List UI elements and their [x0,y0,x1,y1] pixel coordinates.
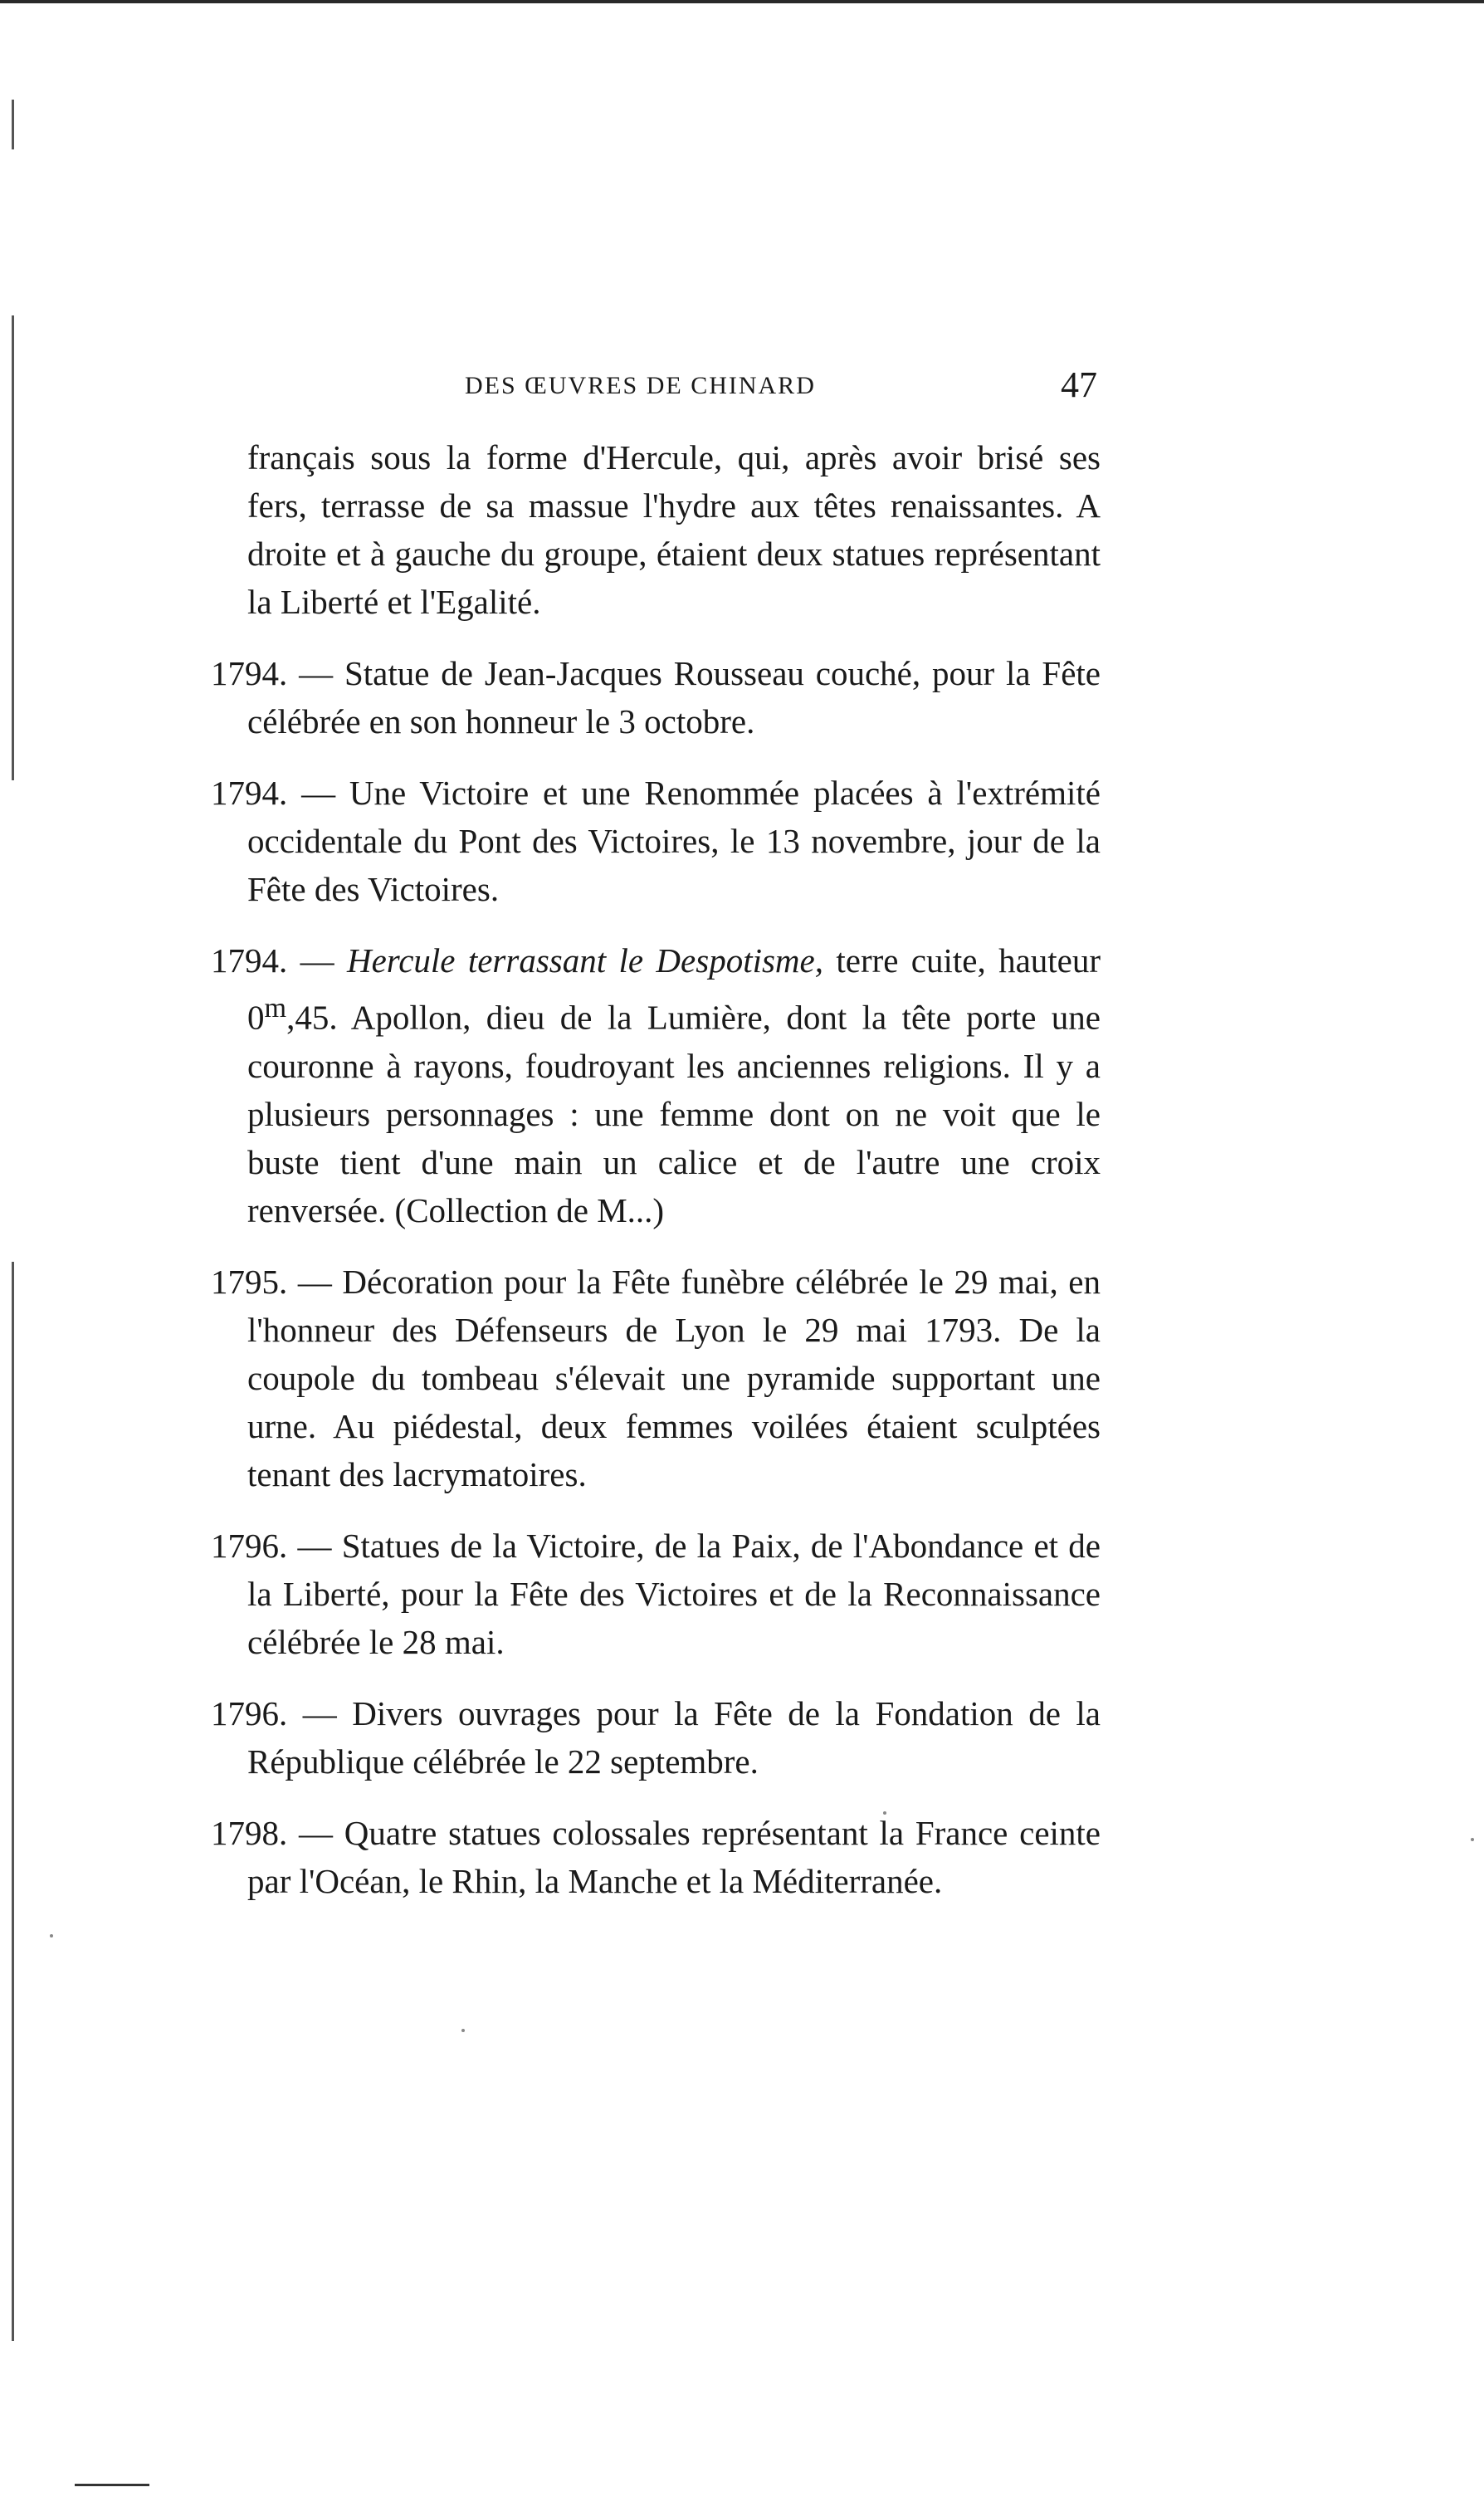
list-item [211,1258,1101,1498]
scan-speck [1471,1838,1474,1841]
list-item [211,1809,1101,1905]
entry-year: 1794. [211,941,288,980]
entry-text: — Statues de la Victoire, de la Paix, de l'Abondance et de la Liberté, pour la Fête des Victoires et de la Reconnaissance célébrée le 28 mai. [247,1526,1101,1661]
scan-speck [50,1934,53,1937]
entry-text: — Une Victoire et une Renommée placées à l'extrémité occidentale du Pont des Victoires, le 13 novembre, jour de la Fête des Victoires. [247,774,1101,908]
entry-year: 1794. [211,774,288,812]
page-header [465,364,1097,413]
list-item [211,769,1101,913]
scan-speck [461,2029,465,2032]
entry-year: 1795. [211,1262,288,1301]
continuation-paragraph: français sous la forme d'Hercule, qui, après avoir brisé ses fers, terrasse de sa massue l'hydre aux têtes renaissantes. A droite et à gauche du groupe, étaient deux statues représentant la Liberté et l'Egalité. [247,438,1101,621]
scan-top-border [0,0,1484,3]
entry-year: 1796. [211,1693,288,1732]
list-item [211,1689,1101,1786]
entry-text: terre cuite, hauteur 0 [247,941,1101,1037]
scan-left-edge-mark [12,100,14,149]
list-item [211,1522,1101,1666]
page-body [211,433,1101,1928]
entry-year: 1796. [211,1526,288,1565]
entry-dash: — [300,941,334,980]
unit-superscript: m [264,993,287,1024]
bottom-rule [75,2484,149,2486]
list-item [211,936,1101,1234]
page-number: 47 [1061,364,1097,405]
scan-left-edge-mark [12,315,14,780]
list-item [211,649,1101,745]
entry-text: — Quatre statues colossales représentant la France ceinte par l'Océan, le Rhin, la Manche et la Méditerranée. [247,1813,1101,1900]
scan-left-edge-mark [12,1262,14,2341]
entry-work-title: Hercule terrassant le Despotisme, [346,941,823,980]
entry-text-continued: ,45. Apollon, dieu de la Lumière, dont la tête porte une couronne à rayons, foudroyant les anciennes religions. Il y a plusieurs personnages : une femme dont on ne voit que le buste tient d'une main un calice et de l'autre une croix renversée. (Collection de M...) [247,998,1101,1229]
entry-year: 1798. [211,1813,288,1852]
entry-text: — Décoration pour la Fête funèbre célébrée le 29 mai, en l'honneur des Défenseurs de Lyon le 29 mai 1793. De la coupole du tombeau s'élevait une pyramide supportant une urne. Au piédestal, deux femmes voilées étaient sculptées tenant des lacrymatoires. [247,1262,1101,1493]
entry-text: — Divers ouvrages pour la Fête de la Fondation de la République célébrée le 22 septembre. [247,1693,1101,1781]
running-title: DES ŒUVRES DE CHINARD [465,372,816,399]
entry-text: — Statue de Jean-Jacques Rousseau couché, pour la Fête célébrée en son honneur le 3 octobre. [247,654,1101,740]
entry-year: 1794. [211,654,288,692]
